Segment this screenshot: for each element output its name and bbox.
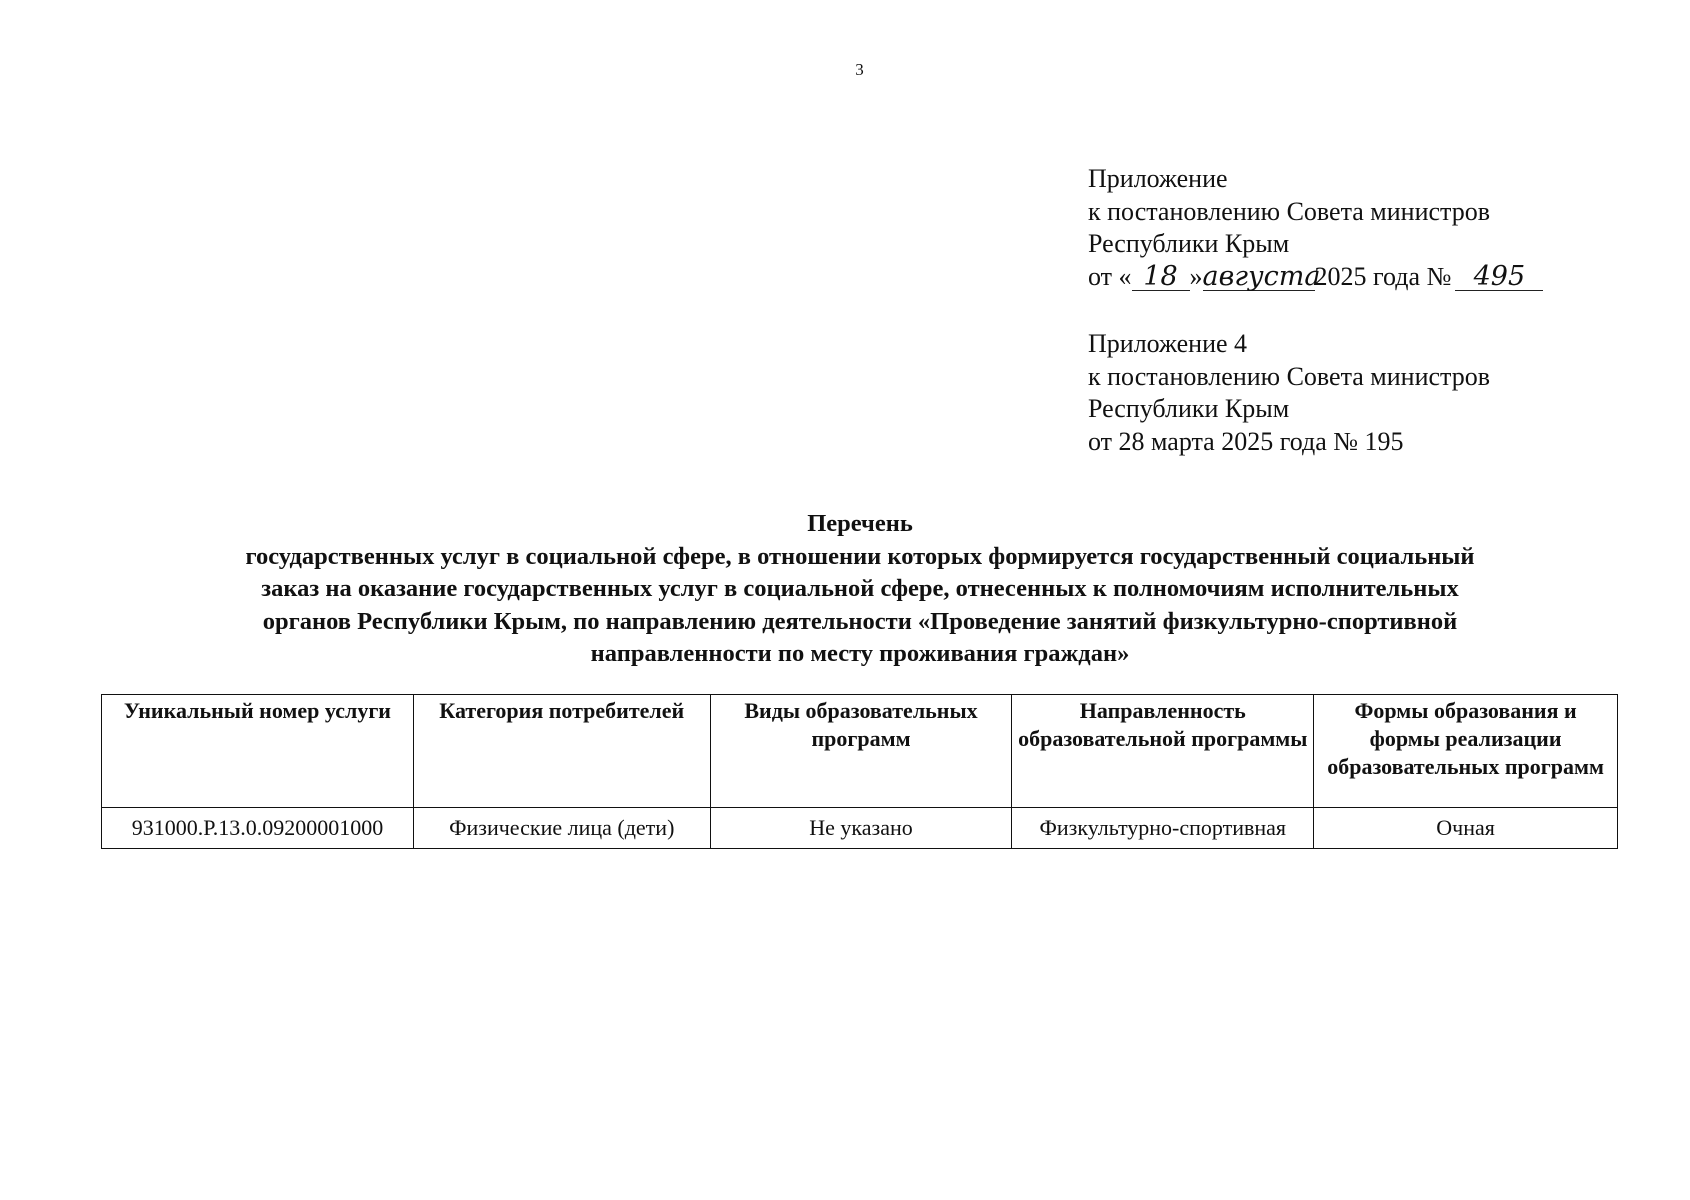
appendix-current-date-line <box>1088 261 1543 294</box>
table-row <box>102 808 1618 849</box>
cell-unique-number: 931000.Р.13.0.09200001000 <box>102 808 414 849</box>
header-program-direction: Направленность образовательной программы <box>1012 695 1314 808</box>
date-year-text: 2025 года № <box>1314 261 1452 291</box>
title-line-3: заказ на оказание государственных услуг в социальной сфере, отнесенных к полномочиям исполнительных <box>261 575 1459 602</box>
appendix-current-line2: к постановлению Совета министров <box>1088 196 1490 226</box>
header-consumer-category: Категория потребителей <box>413 695 710 808</box>
header-program-types: Виды образовательных программ <box>710 695 1012 808</box>
page-number: 3 <box>855 60 864 79</box>
handwritten-day: 18 <box>1132 264 1190 291</box>
appendix-original-line2: к постановлению Совета министров <box>1088 361 1490 391</box>
cell-program-direction: Физкультурно-спортивная <box>1012 808 1314 849</box>
appendix-original-line3: Республики Крым <box>1088 394 1290 423</box>
cell-consumer-category: Физические лица (дети) <box>413 808 710 849</box>
document-title <box>110 508 1610 671</box>
handwritten-number: 495 <box>1455 264 1543 291</box>
appendix-original-block <box>1088 328 1490 458</box>
appendix-current-block <box>1088 163 1543 293</box>
appendix-original-line4: от 28 марта 2025 года № 195 <box>1088 426 1404 456</box>
title-line-1: Перечень <box>807 510 913 537</box>
appendix-original-title: Приложение 4 <box>1088 329 1248 358</box>
title-line-5: направленности по месту проживания граждан» <box>590 640 1130 667</box>
cell-program-types: Не указано <box>710 808 1012 849</box>
cell-education-form: Очная <box>1314 808 1618 849</box>
title-line-2: государственных услуг в социальной сфере, в отношении которых формируется государственный социальный <box>245 542 1475 570</box>
handwritten-month: августа <box>1202 260 1321 292</box>
table-header-row <box>102 695 1618 808</box>
date-prefix: от « <box>1088 261 1132 291</box>
title-line-4: органов Республики Крым, по направлению деятельности «Проведение занятий физкультурно-спортивной <box>262 607 1458 635</box>
appendix-current-line3: Республики Крым <box>1088 229 1290 258</box>
header-education-forms: Формы образования и формы реализации образовательных программ <box>1314 695 1618 808</box>
date-quote-close: » <box>1189 261 1203 291</box>
services-table <box>101 694 1618 849</box>
header-unique-number: Уникальный номер услуги <box>102 695 414 808</box>
appendix-current-title: Приложение <box>1088 164 1228 193</box>
